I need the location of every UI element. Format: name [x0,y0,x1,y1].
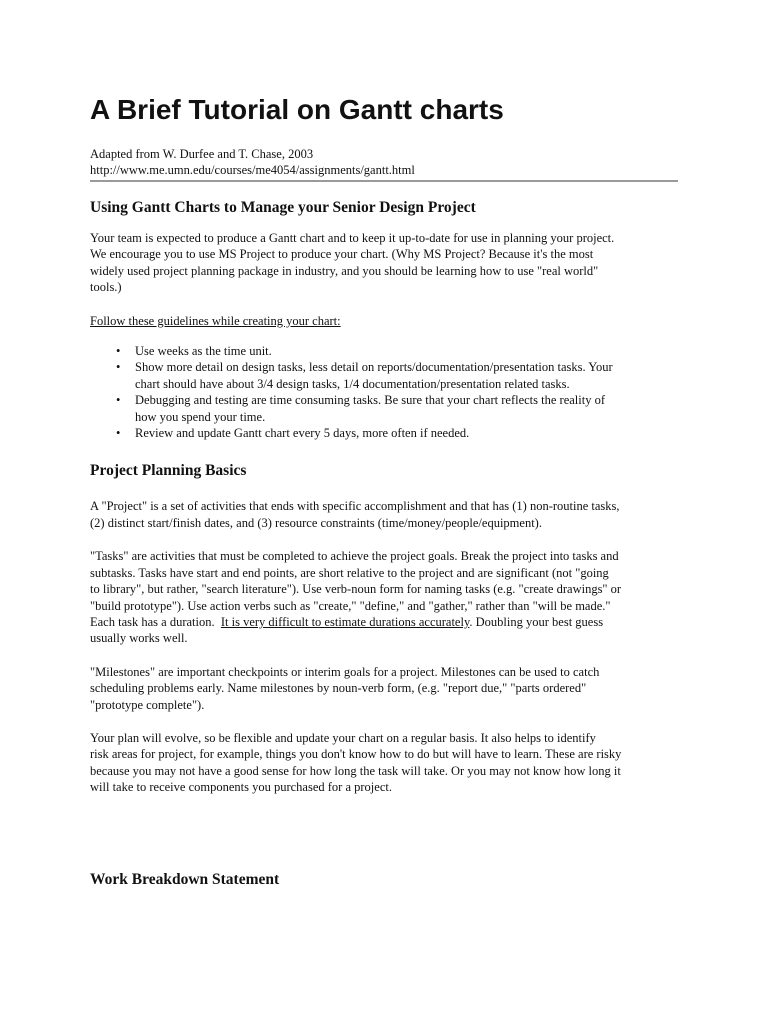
title-divider [90,180,678,182]
paragraph-line: subtasks. Tasks have start and end points, are short relative to the project and are significant (not "going [90,565,609,580]
list-item [116,343,680,359]
section-heading-planning-basics: Project Planning Basics [90,462,247,480]
list-item-text: how you spend your time. [135,409,266,424]
list-item-text: chart should have about 3/4 design tasks, 1/4 documentation/presentation related tasks. [135,376,570,391]
paragraph-line: because you may not have a good sense for how long the task will take. Or you may not know how long it [90,763,621,778]
project-definition-paragraph [90,498,680,531]
paragraph-line [90,614,680,630]
source-url: http://www.me.umn.edu/courses/me4054/assignments/gantt.html [90,163,415,177]
bullet-marker: • [116,393,121,408]
guidelines-label: Follow these guidelines while creating your chart: [90,313,341,328]
intro-paragraph [90,230,680,296]
bullet-marker: • [116,426,121,441]
document-title: A Brief Tutorial on Gantt charts [90,94,504,125]
list-item-text: Debugging and testing are time consuming tasks. Be sure that your chart reflects the reality of [135,393,606,408]
paragraph-line: usually works well. [90,631,188,646]
bullet-marker: • [116,344,121,359]
paragraph-line: Your team is expected to produce a Gantt chart and to keep it up-to-date for use in planning your project. [90,231,615,245]
paragraph-line: "prototype complete"). [90,697,205,712]
list-item-text: Use weeks as the time unit. [135,344,272,359]
paragraph-line: A "Project" is a set of activities that ends with specific accomplishment and that has (1) non-routine tasks, [90,499,620,514]
section-heading-work-breakdown: Work Breakdown Statement [90,870,280,888]
list-item [116,359,680,392]
guidelines-list [90,343,680,441]
adapted-from-text: Adapted from W. Durfee and T. Chase, 2003 [90,147,314,161]
text-run: Each task has a duration. [90,614,221,629]
paragraph-line: (2) distinct start/finish dates, and (3) resource constraints (time/money/people/equipment). [90,515,542,530]
underlined-emphasis: It is very difficult to estimate durations accurately [220,614,470,629]
paragraph-line: will take to receive components you purchased for a project. [90,780,392,795]
bullet-marker: • [116,360,121,375]
document-content [90,92,680,890]
section-heading-gantt-usage: Using Gantt Charts to Manage your Senior Design Project [90,199,476,216]
text-run: . Doubling your best guess [469,614,604,629]
paragraph-line: "Milestones" are important checkpoints or interim goals for a project. Milestones can be used to catch [90,664,600,679]
attribution [90,146,680,178]
list-item-text: Review and update Gantt chart every 5 days, more often if needed. [135,426,470,441]
list-item [116,392,680,425]
milestones-paragraph [90,664,680,713]
paragraph-line: "build prototype"). Use action verbs such as "create," "define," and "gather," rather than "will be made." [90,598,611,613]
paragraph-line: widely used project planning package in industry, and you should be learning how to use "real world" [90,263,599,278]
list-item [116,425,680,441]
paragraph-line: scheduling problems early. Name milestones by noun-verb form, (e.g. "report due," "parts ordered" [90,681,587,696]
paragraph-line: We encourage you to use MS Project to produce your chart. (Why MS Project? Because it's the most [90,247,594,262]
paragraph-line: tools.) [90,280,122,295]
paragraph-line: to library", but rather, "search literature"). Use verb-noun form for naming tasks (e.g. "create drawings" or [90,582,622,597]
paragraph-line: "Tasks" are activities that must be completed to achieve the project goals. Break the project into tasks and [90,549,619,564]
plan-evolution-paragraph [90,730,680,796]
tasks-definition-paragraph [90,548,680,646]
paragraph-line: risk areas for project, for example, things you don't know how to do but will have to learn. These are risky [90,747,622,762]
paragraph-line: Your plan will evolve, so be flexible and update your chart on a regular basis. It also helps to identify [90,730,596,745]
list-item-text: Show more detail on design tasks, less detail on reports/documentation/presentation tasks. Your [135,360,613,375]
